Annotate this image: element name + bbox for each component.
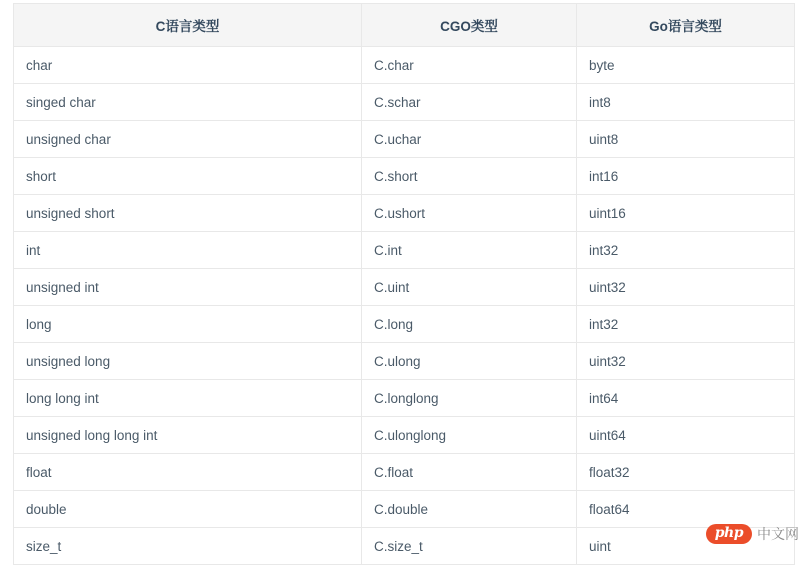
table-row <box>14 195 795 232</box>
cell-go-type: int32 <box>577 232 795 269</box>
table-row <box>14 491 795 528</box>
cell-go-type: byte <box>577 47 795 84</box>
cell-cgo-type: C.double <box>362 491 577 528</box>
cell-cgo-type: C.char <box>362 47 577 84</box>
cell-cgo-type: C.long <box>362 306 577 343</box>
table-row <box>14 343 795 380</box>
table-row <box>14 528 795 565</box>
column-header-c-type: C语言类型 <box>14 4 362 47</box>
watermark-label: 中文网 <box>757 526 799 542</box>
cell-c-type: float <box>14 454 362 491</box>
cell-go-type: uint <box>577 528 795 565</box>
cell-cgo-type: C.longlong <box>362 380 577 417</box>
cell-c-type: double <box>14 491 362 528</box>
cell-cgo-type: C.ulonglong <box>362 417 577 454</box>
cell-cgo-type: C.uint <box>362 269 577 306</box>
table-row <box>14 158 795 195</box>
cell-c-type: unsigned long <box>14 343 362 380</box>
cell-go-type: int8 <box>577 84 795 121</box>
cell-go-type: float32 <box>577 454 795 491</box>
cell-c-type: singed char <box>14 84 362 121</box>
table-header <box>14 4 795 47</box>
table-row <box>14 380 795 417</box>
cell-cgo-type: C.schar <box>362 84 577 121</box>
cell-c-type: size_t <box>14 528 362 565</box>
table-row <box>14 269 795 306</box>
cell-go-type: uint32 <box>577 343 795 380</box>
table-body <box>14 47 795 565</box>
cell-c-type: short <box>14 158 362 195</box>
table-row <box>14 232 795 269</box>
table-row <box>14 306 795 343</box>
cell-cgo-type: C.ulong <box>362 343 577 380</box>
cell-c-type: unsigned int <box>14 269 362 306</box>
table-row <box>14 84 795 121</box>
cell-go-type: uint8 <box>577 121 795 158</box>
cell-cgo-type: C.ushort <box>362 195 577 232</box>
table-header-row <box>14 4 795 47</box>
cell-c-type: long long int <box>14 380 362 417</box>
table-row <box>14 454 795 491</box>
cell-c-type: int <box>14 232 362 269</box>
column-header-cgo-type: CGO类型 <box>362 4 577 47</box>
column-header-go-type: Go语言类型 <box>577 4 795 47</box>
table-row <box>14 121 795 158</box>
cell-go-type: int16 <box>577 158 795 195</box>
cell-c-type: unsigned char <box>14 121 362 158</box>
cell-go-type: int32 <box>577 306 795 343</box>
cell-cgo-type: C.float <box>362 454 577 491</box>
cell-c-type: unsigned short <box>14 195 362 232</box>
cell-go-type: uint32 <box>577 269 795 306</box>
cell-go-type: uint64 <box>577 417 795 454</box>
cell-cgo-type: C.short <box>362 158 577 195</box>
cell-cgo-type: C.size_t <box>362 528 577 565</box>
type-mapping-table-container <box>13 3 794 565</box>
cell-c-type: long <box>14 306 362 343</box>
table-row <box>14 417 795 454</box>
cell-cgo-type: C.int <box>362 232 577 269</box>
table-row <box>14 47 795 84</box>
cell-go-type: uint16 <box>577 195 795 232</box>
cell-c-type: char <box>14 47 362 84</box>
cell-c-type: unsigned long long int <box>14 417 362 454</box>
cell-go-type: float64 <box>577 491 795 528</box>
type-mapping-table <box>13 3 795 565</box>
php-logo-icon: php <box>706 524 752 544</box>
cell-go-type: int64 <box>577 380 795 417</box>
cell-cgo-type: C.uchar <box>362 121 577 158</box>
